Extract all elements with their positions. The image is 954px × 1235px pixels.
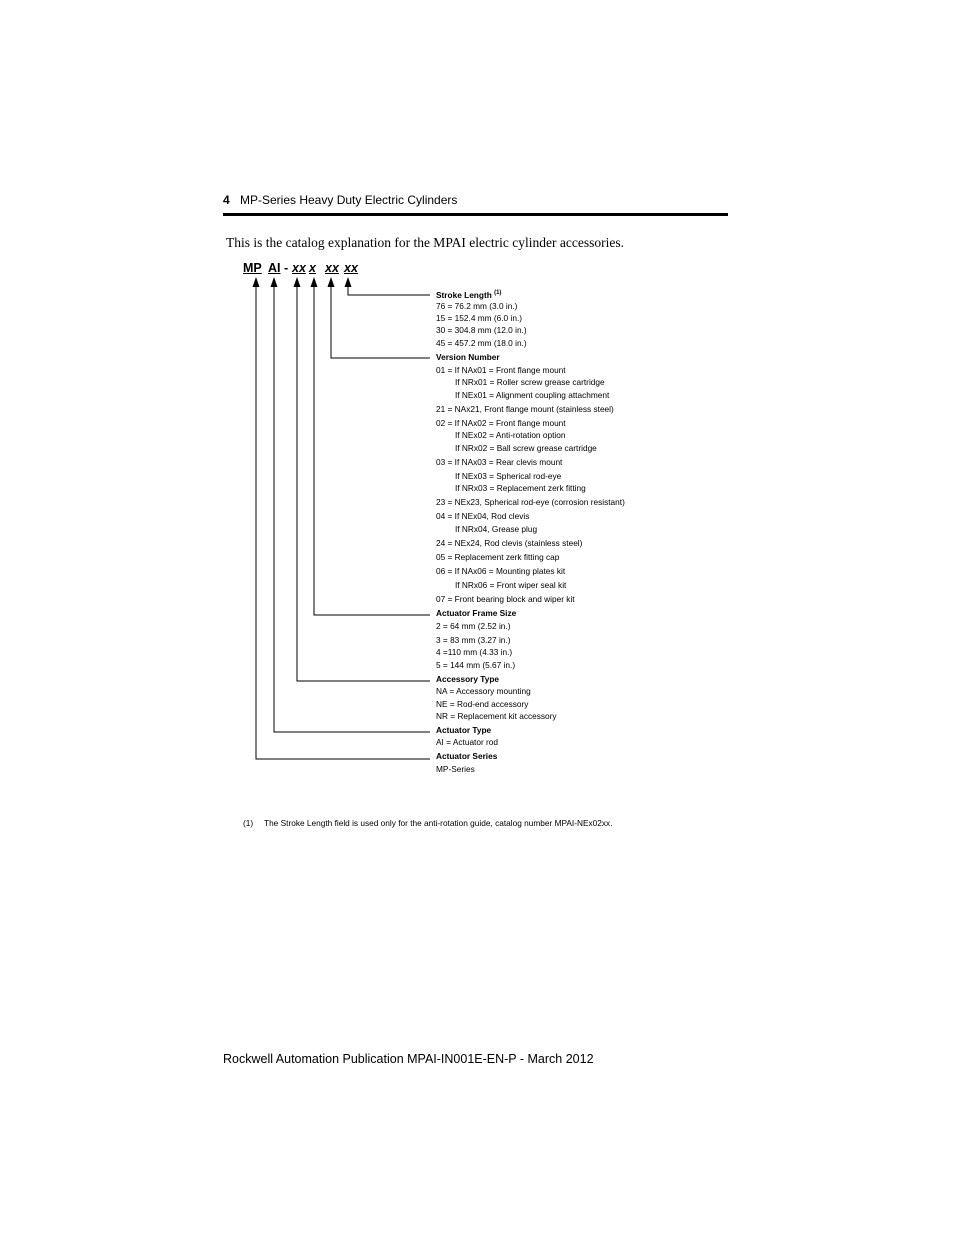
list-item: If NRx04, Grease plug [455,524,538,534]
page-number: 4 [223,193,230,207]
type-heading: Actuator Type [436,725,492,735]
code-x: x [309,261,316,275]
list-item: 5 = 144 mm (5.67 in.) [436,660,516,670]
list-item: 45 = 457.2 mm (18.0 in.) [436,338,527,348]
header-rule [223,213,728,216]
list-item: 03 = If NAx03 = Rear clevis mount [436,457,563,467]
list-item: AI = Actuator rod [436,737,499,747]
list-item: If NRx01 = Roller screw grease cartridge [455,377,605,387]
code-mp: MP [243,261,262,275]
code-stroke: xx [344,261,358,275]
code-dash: - [284,261,289,275]
running-title: MP-Series Heavy Duty Electric Cylinders [240,193,458,207]
list-item: 3 = 83 mm (3.27 in.) [436,635,511,645]
page-footer: Rockwell Automation Publication MPAI-IN001E-EN-P - March 2012 [223,1052,594,1066]
frame-heading: Actuator Frame Size [436,608,517,618]
list-item: If NRx03 = Replacement zerk fitting [455,483,586,493]
code-version: xx [325,261,339,275]
list-item: If NRx02 = Ball screw grease cartridge [455,443,597,453]
list-item: 06 = If NAx06 = Mounting plates kit [436,566,566,576]
stroke-leader [348,283,430,295]
list-item: 02 = If NAx02 = Front flange mount [436,418,566,428]
code-ai: AI [268,261,281,275]
list-item: 4 =110 mm (4.33 in.) [436,647,513,657]
type-leader [274,283,430,732]
list-item: MP-Series [436,764,475,774]
list-item: 05 = Replacement zerk fitting cap [436,552,560,562]
footnote-ref: (1) [494,290,502,296]
stroke-arrow [345,277,352,287]
list-item: NE = Rod-end accessory [436,699,529,709]
series-heading: Actuator Series [436,751,498,761]
intro-paragraph: This is the catalog explanation for the MPAI electric cylinder accessories. [226,235,624,250]
accessory-heading: Accessory Type [436,674,500,684]
list-item: 01 = If NAx01 = Front flange mount [436,365,566,375]
frame-leader [314,283,430,615]
list-item: NR = Replacement kit accessory [436,711,557,721]
list-item: 07 = Front bearing block and wiper kit [436,594,575,604]
list-item: If NRx06 = Front wiper seal kit [455,580,567,590]
list-item: If NEx03 = Spherical rod-eye [455,471,562,481]
list-item: 24 = NEx24, Rod clevis (stainless steel) [436,538,583,548]
version-heading: Version Number [436,352,500,362]
list-item: 23 = NEx23, Spherical rod-eye (corrosion resistant) [436,497,625,507]
list-item: 15 = 152.4 mm (6.0 in.) [436,313,523,323]
series-leader [256,283,430,759]
list-item: 04 = If NEx04, Rod clevis [436,511,530,521]
footnote-mark: (1) [243,818,254,828]
accessory-arrow [294,277,301,287]
list-item: 2 = 64 mm (2.52 in.) [436,621,511,631]
code-frame: xx [292,261,306,275]
list-item: NA = Accessory mounting [436,686,531,696]
version-leader [331,283,430,358]
list-item: If NEx01 = Alignment coupling attachment [455,390,610,400]
series-arrow [253,277,260,287]
list-item: 30 = 304.8 mm (12.0 in.) [436,325,527,335]
list-item: 76 = 76.2 mm (3.0 in.) [436,301,518,311]
list-item: 21 = NAx21, Front flange mount (stainless steel) [436,404,614,414]
version-arrow [328,277,335,287]
type-arrow [271,277,278,287]
footnote-text: The Stroke Length field is used only for the anti-rotation guide, catalog number MPAI-NEx02xx. [264,818,613,828]
stroke-heading: Stroke Length $^{(1)}$ [436,290,502,300]
accessory-leader [297,283,430,681]
frame-arrow [311,277,318,287]
list-item: If NEx02 = Anti-rotation option [455,430,566,440]
